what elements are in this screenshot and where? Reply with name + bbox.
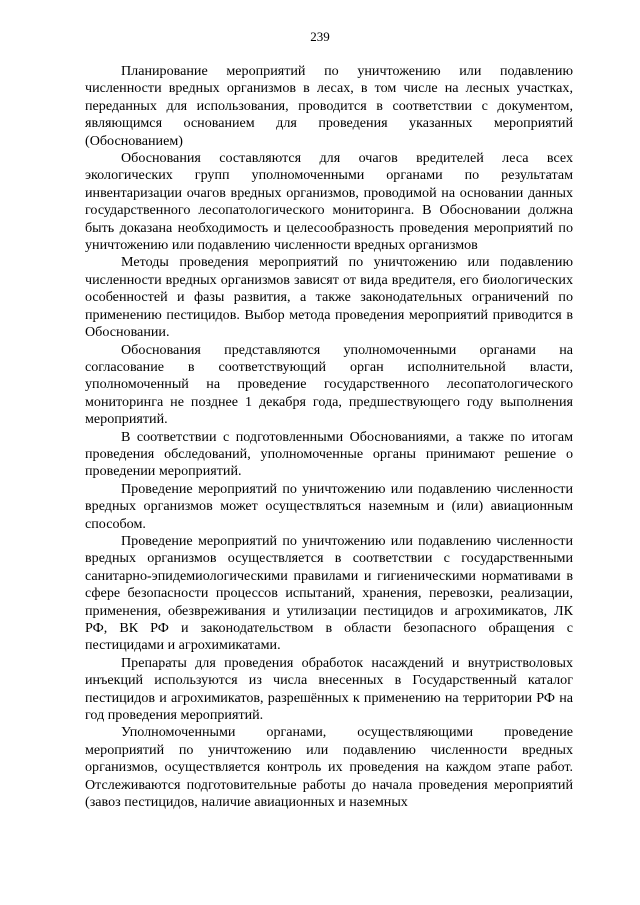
paragraph-planning: Планирование мероприятий по уничтожению или подавлению численности вредных организмов в лесах, в том числе на лесных участках, переданных для использования, проводится в соответствии с документом, являющимся основанием для проведения указанных мероприятий (Обоснованием) [85,63,573,149]
paragraph-preparations: Препараты для проведения обработок насаждений и внутристволовых инъекций используются из числа внесенных в Государственный каталог пестицидов и агрохимикатов, разрешённых к применению на территории РФ на год проведения мероприятий. [85,654,573,724]
paragraph-regulations: Проведение мероприятий по уничтожению или подавлению численности вредных организмов осуществляется в соответствии с государственными санитарно-эпидемиологическими правилами и гигиеническими нормативами в сфере безопасности процессов испытаний, хранения, перевозки, реализации, применения, обезвреживания и утилизации пестицидов и агрохимикатов, ЛК РФ, ВК РФ и законодательством в области безопасного обращения с пестицидами и агрохимикатами. [85,532,573,654]
paragraph-methods: Методы проведения мероприятий по уничтожению или подавлению численности вредных организмов зависят от вида вредителя, его биологических особенностей и фазы развития, а также законодательных ограничений по применению пестицидов. Выбор метода проведения мероприятий приводится в Обосновании. [85,254,573,341]
paragraph-submission: Обоснования представляются уполномоченными органами на согласование в соответствующий орган исполнительной власти, уполномоченный на проведение государственного лесопатологического мониторинга не позднее 1 декабря года, предшествующего году выполнения мероприятий. [85,341,573,428]
paragraph-justifications: Обоснования составляются для очагов вредителей леса всех экологических групп уполномоченными органами по результатам инвентаризации очагов вредных организмов, проводимой на основании данных государственного лесопатологического мониторинга. В Обосновании должна быть доказана необходимость и целесообразность проведения мероприятий по уничтожению или подавлению численности вредных организмов [85,150,573,254]
paragraph-decision: В соответствии с подготовленными Обоснованиями, а также по итогам проведения обследований, уполномоченные органы принимают решение о проведении мероприятий. [85,428,573,480]
paragraph-control: Уполномоченными органами, осуществляющими проведение мероприятий по уничтожению или подавлению численности вредных организмов, осуществляется контроль их проведения на каждом этапе работ. Отслеживаются подготовительные работы до начала проведения мероприятий (завоз пестицидов, наличие авиационных и наземных [85,724,573,811]
page-number: 239 [310,29,330,44]
paragraph-ground-aviation: Проведение мероприятий по уничтожению или подавлению численности вредных организмов может осуществляться наземным и (или) авиационным способом. [85,480,573,532]
body-text [85,63,573,811]
